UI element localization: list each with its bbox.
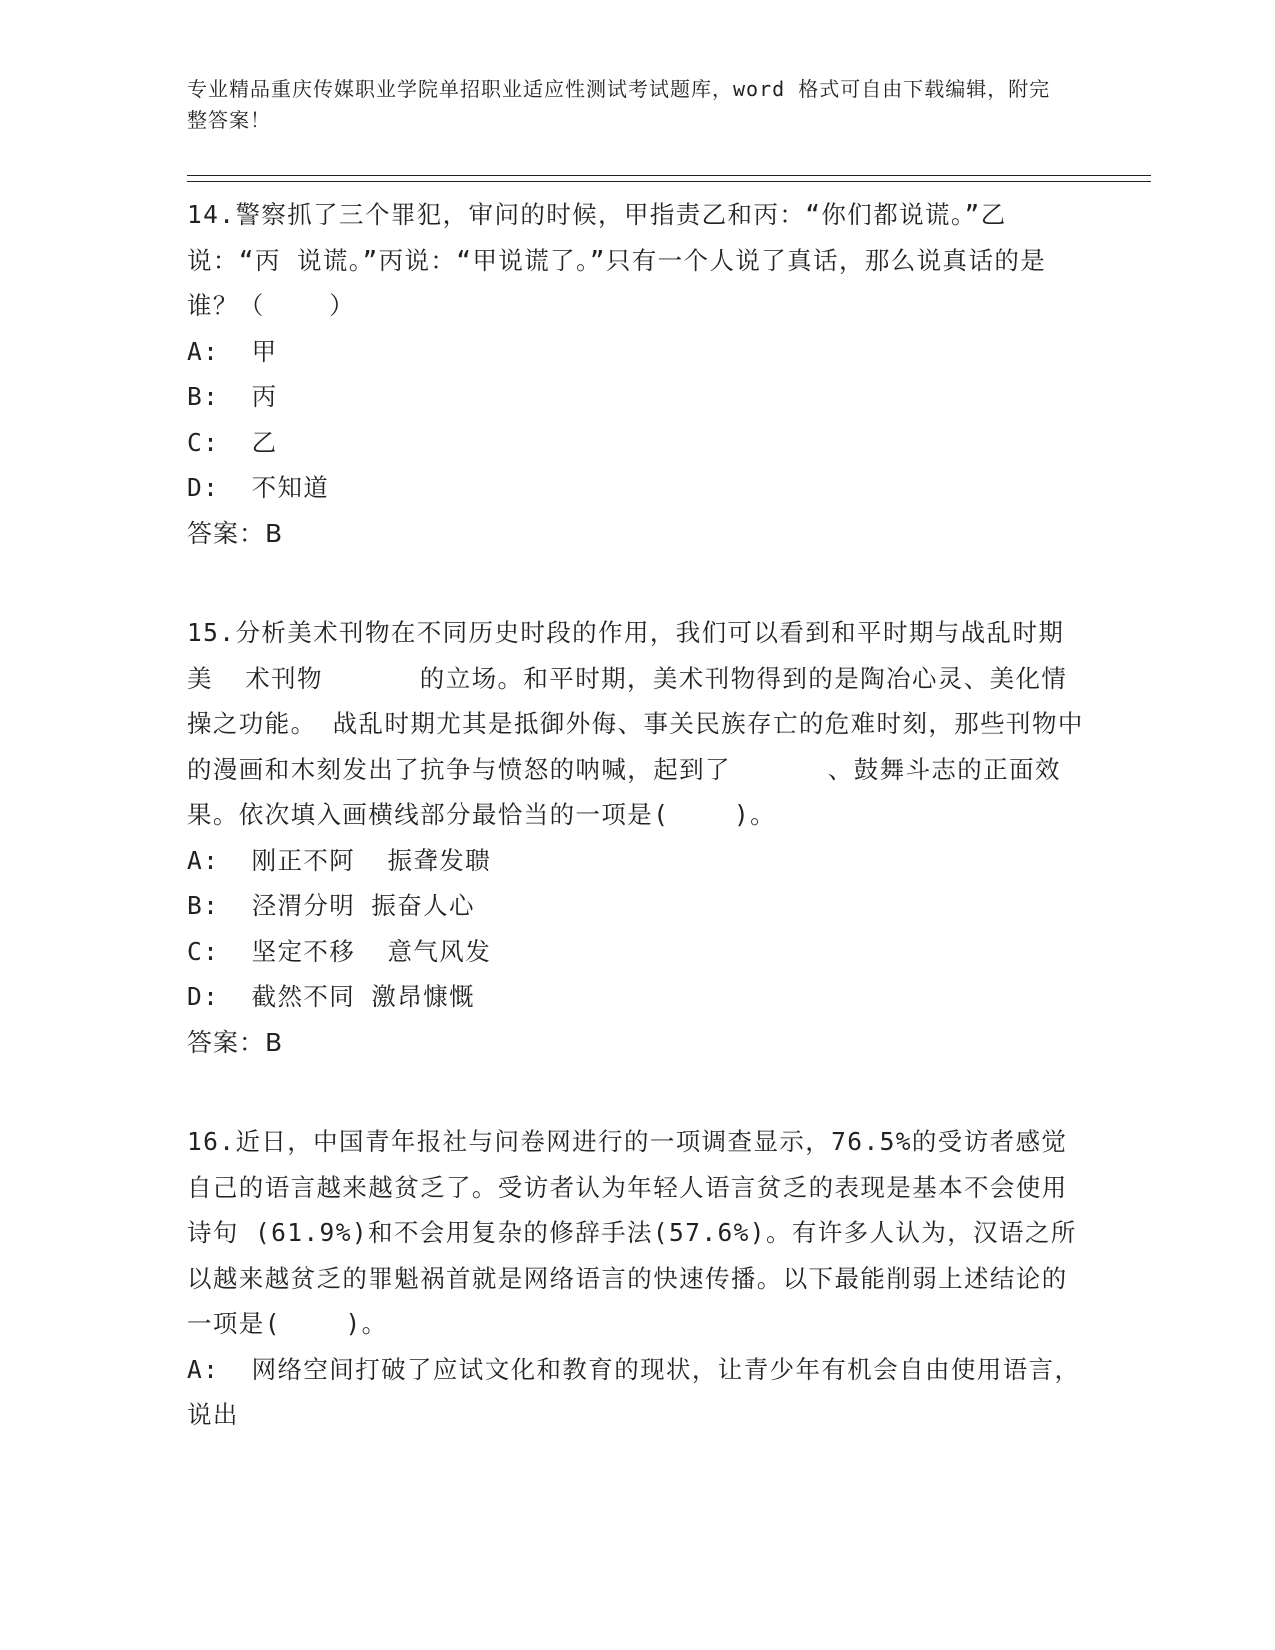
- question-spacer: [187, 1065, 1087, 1119]
- option-a: A: 刚正不阿 振聋发聩: [187, 845, 492, 875]
- question-14: [187, 192, 1087, 556]
- question-15: [187, 610, 1087, 1065]
- question-text: 14.警察抓了三个罪犯，审问的时候，甲指责乙和丙：“你们都说谎。”乙说：“丙 说谎。”丙说：“甲说谎了。”只有一个人说了真话，那么说真话的是谁？（ ）: [187, 200, 1047, 320]
- option-c: C: 坚定不移 意气风发: [187, 936, 492, 966]
- answer-label: 答案：B: [187, 518, 284, 548]
- question-spacer: [187, 556, 1087, 610]
- question-text: 15.分析美术刊物在不同历史时段的作用，我们可以看到和平时期与战乱时期美 术刊物 的立场。和平时期，美术刊物得到的是陶冶心灵、美化情操之功能。 战乱时期尤其是抵御外侮、事关民族存亡的危难时刻，那些刊物中的漫画和木刻发出了抗争与愤怒的呐喊，起到了 、鼓舞斗志的正面效果。依次填入画横线部分最恰当的一项是( )。: [187, 618, 1084, 829]
- header-divider-top: [187, 175, 1151, 176]
- question-text: 16.近日，中国青年报社与问卷网进行的一项调查显示，76.5%的受访者感觉 自己的语言越来越贫乏了。受访者认为年轻人语言贫乏的表现是基本不会使用诗句 (61.9%)和不会用复杂的修辞手法(57.6%)。有许多人认为，汉语之所以越来越贫乏的罪魁祸首就是网络语言的快速传播。以下最能削弱上述结论的一项是( )。: [187, 1127, 1084, 1338]
- option-a: A: 网络空间打破了应试文化和教育的现状，让青少年有机会自由使用语言，说出: [187, 1354, 1081, 1429]
- option-c: C: 乙: [187, 427, 278, 457]
- question-16: [187, 1119, 1087, 1438]
- option-d: D: 不知道: [187, 473, 330, 502]
- option-d: D: 截然不同 激昂慷慨: [187, 982, 475, 1011]
- question-list: [187, 192, 1087, 1438]
- header-divider-bottom: [187, 181, 1151, 182]
- document-header: 专业精品重庆传媒职业学院单招职业适应性测试考试题库，word 格式可自由下载编辑，附完整答案！: [187, 77, 1051, 132]
- option-a: A: 甲: [187, 336, 278, 366]
- option-b: B: 丙: [187, 382, 278, 411]
- answer-label: 答案：B: [187, 1027, 284, 1057]
- option-b: B: 泾渭分明 振奋人心: [187, 891, 475, 920]
